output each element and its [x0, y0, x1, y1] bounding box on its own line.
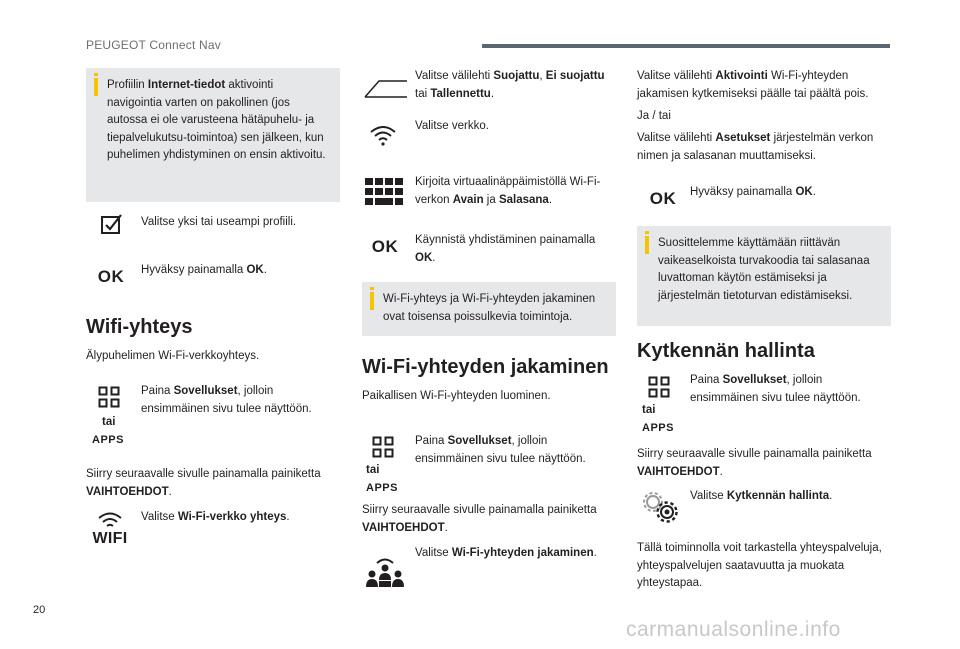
people-sharing-icon [364, 556, 406, 590]
watermark: carmanualsonline.info [626, 618, 841, 641]
ok-icon: OK [649, 189, 677, 208]
wifi-icon [92, 510, 128, 550]
step-press-apps: Paina Sovellukset, jolloin ensimmäinen sivu tulee näyttöön. [690, 374, 861, 404]
step-enter-key-password: Kirjoita virtuaalinäppäimistöllä Wi-Fi-verkon Avain ja Salasana. [415, 176, 601, 206]
keyboard-icon [362, 176, 406, 208]
step-press-apps: Paina Sovellukset, jolloin ensimmäinen sivu tulee näyttöön. [141, 385, 312, 415]
ok-icon: OK [371, 237, 399, 256]
gears-settings-icon [640, 490, 684, 524]
and-or-text: Ja / tai [637, 110, 671, 122]
step-press-apps: Paina Sovellukset, jolloin ensimmäinen sivu tulee näyttöön. [415, 435, 586, 465]
step-select-connection-management: Valitse Kytkennän hallinta. [690, 490, 833, 502]
apps-grid-icon [370, 434, 396, 460]
or-label: tai [102, 416, 116, 428]
apps-label: APPS [366, 482, 398, 494]
tabs-icon [362, 76, 410, 100]
info-note-text: Suosittelemme käyttämään riittävän vaikeaselkoista turvakoodia tai salasanaa luvattoman käytön estämiseksi ja järjestelmän tietoturvan edistämiseksi. [658, 237, 870, 302]
info-note-text: Profiilin Internet-tiedot aktivointi navigointia varten on pakollinen (jos autossa ei ole varusteena hätäpuhelu- ja tiepalvelukutsu-toimintoa) sen jälkeen, kun puhelimen yhdistyminen on ensin aktivoitu. [107, 79, 326, 161]
step-select-wifi: Valitse Wi-Fi-verkko yhteys. [141, 511, 290, 523]
step-select-sharing: Valitse Wi-Fi-yhteyden jakaminen. [415, 547, 597, 559]
step-select-tab: Valitse välilehti Suojattu, Ei suojattu tai Tallennettu. [415, 70, 605, 100]
apps-label: APPS [642, 422, 674, 434]
header-divider [482, 44, 890, 48]
or-label: tai [366, 464, 380, 476]
apps-grid-icon [646, 374, 672, 400]
step-select-profiles: Valitse yksi tai useampi profiili. [141, 216, 297, 228]
info-note [362, 282, 616, 336]
heading-connection-management: Kytkennän hallinta [637, 340, 815, 362]
heading-wifi-sharing: Wi-Fi-yhteyden jakaminen [362, 356, 609, 378]
page-header-title: PEUGEOT Connect Nav [86, 38, 221, 52]
apps-grid-icon [96, 384, 122, 410]
step-activation-tab: Valitse välilehti Aktivointi Wi-Fi-yhteyden jakamisen kytkemiseksi päälle tai päältä pois. [637, 70, 869, 100]
info-icon [94, 78, 98, 96]
step-next-page: Siirry seuraavalle sivulle painamalla painiketta VAIHTOEHDOT. [637, 448, 872, 478]
info-icon [645, 236, 649, 254]
wifi-icon-label: WIFI [92, 530, 128, 547]
info-icon [370, 292, 374, 310]
info-note [86, 68, 340, 202]
apps-label: APPS [92, 434, 124, 446]
step-confirm-ok: Hyväksy painamalla OK. [141, 264, 267, 276]
step-select-network: Valitse verkko. [415, 120, 489, 132]
ok-icon: OK [97, 267, 125, 286]
wifi-sharing-intro: Paikallisen Wi-Fi-yhteyden luominen. [362, 390, 551, 402]
heading-wifi-connection: Wifi-yhteys [86, 316, 193, 338]
wifi-intro: Älypuhelimen Wi-Fi-verkkoyhteys. [86, 350, 260, 362]
connection-management-description: Tällä toiminnolla voit tarkastella yhteyspalveluja, yhteyspalvelujen saatavuutta ja muokata yhteystapaa. [637, 542, 882, 589]
wifi-signal-icon [368, 122, 398, 148]
checkbox-select-icon [98, 212, 126, 238]
step-confirm-ok: Hyväksy painamalla OK. [690, 186, 816, 198]
info-note [637, 226, 891, 326]
info-note-text: Wi-Fi-yhteys ja Wi-Fi-yhteyden jakaminen ovat toisensa poissulkevia toimintoja. [383, 293, 596, 323]
page-number: 20 [33, 604, 46, 616]
step-settings-tab: Valitse välilehti Asetukset järjestelmän verkon nimen ja salasanan muuttamiseksi. [637, 132, 874, 162]
step-next-page: Siirry seuraavalle sivulle painamalla painiketta VAIHTOEHDOT. [362, 504, 597, 534]
step-next-page: Siirry seuraavalle sivulle painamalla painiketta VAIHTOEHDOT. [86, 468, 321, 498]
step-start-connection: Käynnistä yhdistäminen painamalla OK. [415, 234, 596, 264]
or-label: tai [642, 404, 656, 416]
